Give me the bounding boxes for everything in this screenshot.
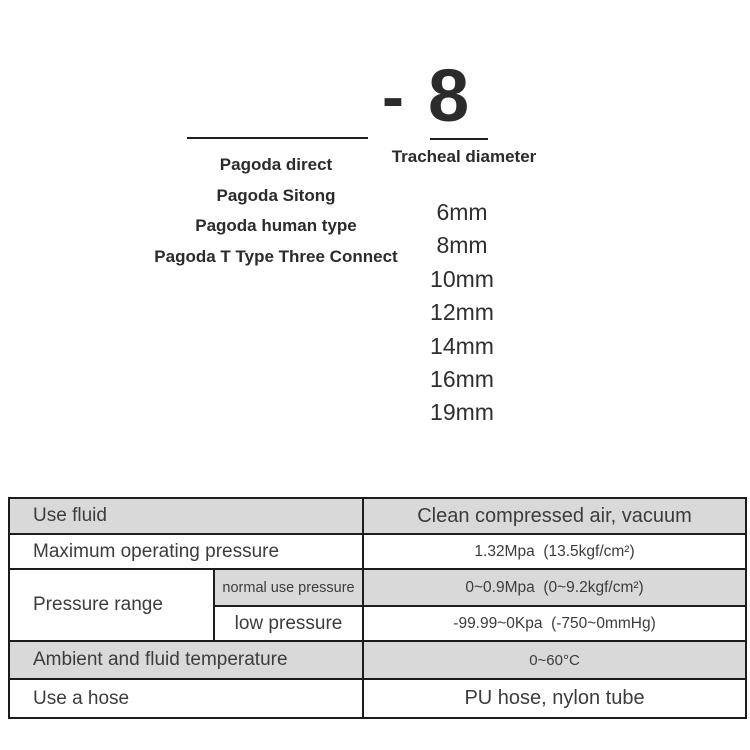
normal-pressure-sublabel: normal use pressure — [214, 569, 363, 606]
max-pressure-value: 1.32Mpa (13.5kgf/cm²) — [363, 534, 746, 569]
connector-type-item: Pagoda Sitong — [216, 185, 336, 205]
model-code-size-number: 8 — [427, 54, 468, 137]
spec-row-max-pressure — [9, 534, 746, 569]
hose-label: Use a hose — [9, 679, 363, 718]
spec-row-hose — [9, 679, 746, 718]
use-fluid-value: Clean compressed air, vacuum — [363, 498, 746, 534]
low-pressure-sublabel: low pressure — [214, 606, 363, 641]
tube-diameter-item: 16mm — [430, 366, 494, 393]
connector-type-item: Pagoda T Type Three Connect — [154, 247, 398, 267]
ambient-temp-label: Ambient and fluid temperature — [9, 641, 363, 679]
max-pressure-label: Maximum operating pressure — [9, 534, 363, 569]
tube-diameter-item: 10mm — [430, 265, 494, 292]
pressure-range-label: Pressure range — [9, 569, 214, 641]
spec-table — [8, 497, 747, 719]
low-pressure-value: -99.99~0Kpa (-750~0mmHg) — [363, 606, 746, 641]
tube-diameter-list — [401, 196, 523, 430]
tube-diameter-item: 19mm — [430, 399, 494, 426]
spec-row-normal-pressure — [9, 569, 746, 606]
tube-diameter-item: 8mm — [436, 232, 488, 259]
tube-diameter-item: 12mm — [430, 299, 494, 326]
use-fluid-label: Use fluid — [9, 498, 363, 534]
tube-diameter-item: 14mm — [430, 332, 494, 359]
ambient-temp-value: 0~60°C — [363, 641, 746, 679]
spec-table-wrap — [8, 497, 747, 719]
connector-type-list — [131, 150, 421, 273]
size-label: Tracheal diameter — [391, 147, 537, 166]
normal-pressure-value: 0~0.9Mpa (0~9.2kgf/cm²) — [363, 569, 746, 606]
types-underline — [187, 137, 368, 139]
size-underline — [430, 138, 488, 140]
connector-type-item: Pagoda direct — [219, 155, 333, 174]
hose-value: PU hose, nylon tube — [363, 679, 746, 718]
spec-row-use-fluid — [9, 498, 746, 534]
model-code — [382, 54, 468, 137]
model-code-dash: - — [382, 59, 404, 133]
connector-type-item: Pagoda human type — [195, 216, 357, 236]
tube-diameter-item: 6mm — [436, 199, 488, 225]
spec-row-ambient-temp — [9, 641, 746, 679]
